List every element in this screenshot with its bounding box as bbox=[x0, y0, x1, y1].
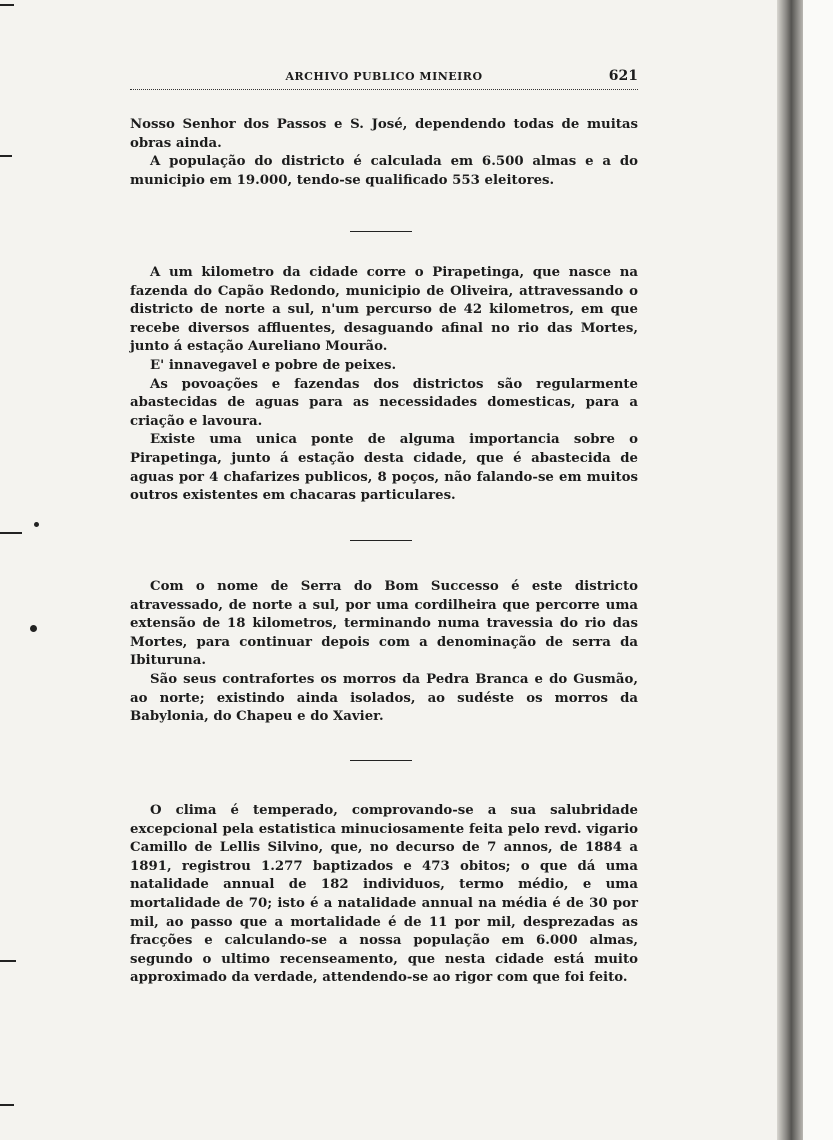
section-divider bbox=[350, 540, 412, 541]
page-number: 621 bbox=[608, 68, 638, 84]
section-rivers bbox=[130, 264, 638, 506]
binding-mark bbox=[0, 1104, 14, 1106]
header-rule bbox=[130, 89, 638, 90]
paragraph: As povoações e fazendas dos districtos são regularmente abastecidas de aguas para as necessidades domesticas, para a criação e lavoura. bbox=[130, 376, 638, 429]
binding-mark bbox=[0, 960, 16, 962]
section-divider bbox=[350, 231, 412, 232]
binding-mark bbox=[34, 522, 39, 527]
book-spine-edge bbox=[777, 0, 803, 1140]
binding-mark bbox=[0, 155, 12, 157]
section-mountains bbox=[130, 578, 638, 727]
binding-mark bbox=[30, 625, 37, 632]
section-climate bbox=[130, 802, 638, 988]
binding-mark bbox=[0, 532, 22, 534]
paragraph: A um kilometro da cidade corre o Pirapetinga, que nasce na fazenda do Capão Redondo, municipio de Oliveira, attravessando o districto de norte a sul, n'um percurso de 42 kilometros, em que recebe diversos affluentes, desaguando afinal no rio das Mortes, junto á estação Aureliano Mourão. bbox=[130, 265, 638, 355]
section-population bbox=[130, 116, 638, 190]
paragraph: São seus contrafortes os morros da Pedra Branca e do Gusmão, ao norte; existindo ainda isolados, ao sudéste os morros da Babylonia, do Chapeu e do Xavier. bbox=[130, 671, 638, 725]
paragraph: E' innavegavel e pobre de peixes. bbox=[150, 357, 397, 373]
paragraph: Existe uma unica ponte de alguma importancia sobre o Pirapetinga, junto á estação desta cidade, que é abastecida de aguas por 4 chafarizes publicos, 8 poços, não falando-se em muitos outros existentes em chacaras particulares. bbox=[130, 432, 638, 504]
binding-mark bbox=[0, 4, 14, 6]
paragraph: Nosso Senhor dos Passos e S. José, dependendo todas de muitas obras ainda. bbox=[130, 117, 638, 151]
paragraph: O clima é temperado, comprovando-se a sua salubridade excepcional pela estatistica minuciosamente feita pelo revd. vigario Camillo de Lellis Silvino, que, no decurso de 7 annos, de 1884 a 1891, registrou 1.277 baptizados e 473 obitos; o que dá uma natalidade annual de 182 individuos, termo médio, e uma mortalidade de 70; isto é a natalidade annual na média é de 30 por mil, ao passo que a mortalidade é de 11 por mil, desprezadas as fracções e calculando-se a nossa população em 6.000 almas, segundo o ultimo recenseamento, que nesta cidade está muito approximado da verdade, attendendo-se ao rigor com que foi feito. bbox=[130, 803, 638, 986]
running-title: ARCHIVO PUBLICO MINEIRO bbox=[285, 70, 483, 83]
page-margin bbox=[803, 0, 833, 1140]
section-divider bbox=[350, 760, 412, 761]
paragraph: Com o nome de Serra do Bom Successo é este districto atravessado, de norte a sul, por uma cordilheira que percorre uma extensão de 18 kilometros, terminando numa travessia do rio das Mortes, para continuar depois com a denominação de serra da Ibituruna. bbox=[130, 579, 638, 669]
page-header bbox=[130, 68, 638, 92]
paragraph: A população do districto é calculada em 6.500 almas e a do municipio em 19.000, tendo-se qualificado 553 eleitores. bbox=[130, 154, 638, 188]
